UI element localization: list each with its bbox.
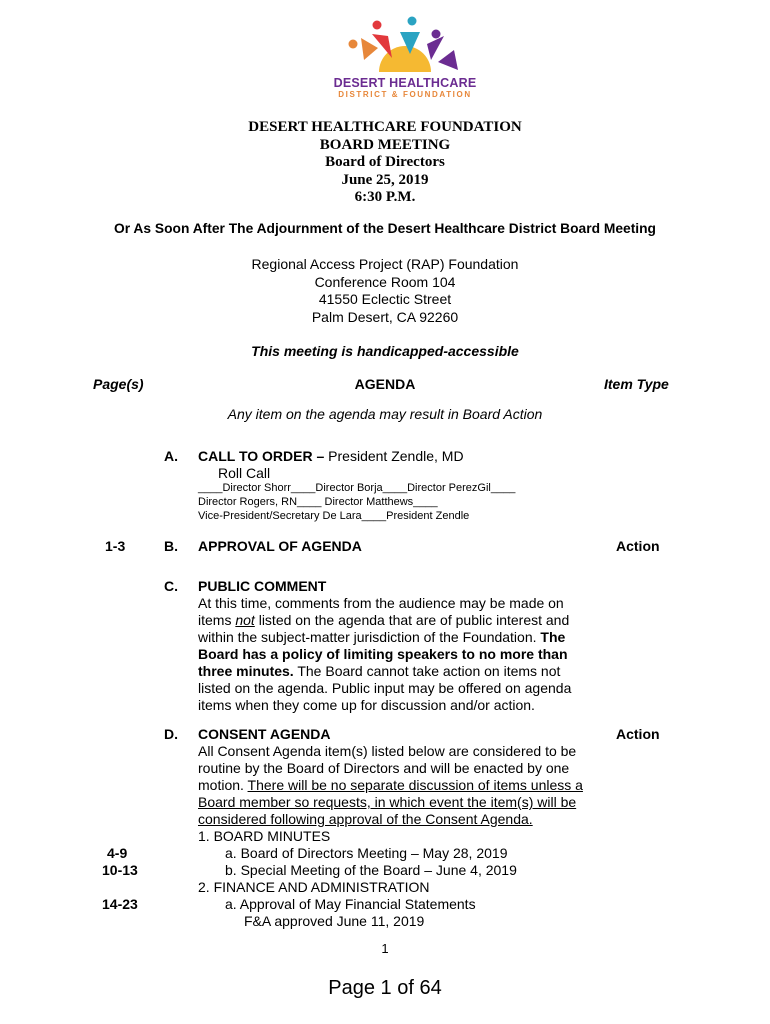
item-c-line-3: within the subject-matter jurisdiction of the Foundation. The [198, 629, 566, 645]
pages-column-heading: Page(s) [93, 376, 144, 392]
logo-name-line2: DISTRICT & FOUNDATION [338, 90, 472, 99]
organization-logo [330, 14, 480, 104]
item-b-title: APPROVAL OF AGENDA [198, 538, 362, 554]
roll-call-line-3: Vice-President/Secretary De Lara____President Zendle [198, 510, 470, 522]
item-d-letter: D. [164, 726, 178, 742]
header-meeting-type: BOARD MEETING [319, 136, 451, 153]
item-c-line-5: three minutes. The Board cannot take action on items not [198, 663, 561, 679]
minutes-june-4: b. Special Meeting of the Board – June 4, 2019 [225, 862, 517, 878]
pdf-page-label: Page 1 of 64 [328, 977, 442, 999]
item-a-presenter: President Zendle, MD [324, 448, 464, 464]
minutes-may-28-pages: 4-9 [107, 845, 128, 861]
item-d-line-1: All Consent Agenda item(s) listed below are considered to be [198, 743, 577, 759]
header-board: Board of Directors [325, 154, 445, 170]
item-b-type: Action [616, 538, 660, 554]
board-action-note: Any item on the agenda may result in Board Action [227, 406, 543, 422]
location-city: Palm Desert, CA 92260 [311, 308, 459, 325]
item-c-body [198, 578, 598, 714]
item-b-pages: 1-3 [105, 538, 126, 554]
roll-call-line-2: Director Rogers, RN____ Director Matthews____ [198, 496, 438, 508]
item-a-heading: CALL TO ORDER – [198, 448, 325, 464]
item-d-line-2: routine by the Board of Directors and will be enacted by one [198, 760, 570, 776]
item-a-title [198, 448, 464, 465]
item-d-title: CONSENT AGENDA [198, 726, 331, 742]
item-c-line-1: At this time, comments from the audience may be made on [198, 595, 564, 611]
meeting-location [0, 256, 770, 326]
location-venue: Regional Access Project (RAP) Foundation [251, 256, 519, 272]
item-a-letter: A. [164, 448, 178, 464]
item-c-line-2: items not listed on the agenda that are of public interest and [198, 612, 570, 628]
meeting-header [0, 119, 770, 207]
minutes-june-4-pages: 10-13 [102, 862, 138, 878]
item-c-title: PUBLIC COMMENT [198, 578, 327, 594]
item-c-line-4: Board has a policy of limiting speakers to no more than [198, 646, 568, 662]
item-b-letter: B. [164, 538, 178, 554]
financial-statements-note: F&A approved June 11, 2019 [244, 913, 425, 929]
roll-call-list [198, 481, 515, 523]
board-minutes-heading: 1. BOARD MINUTES [198, 828, 331, 844]
header-time: 6:30 P.M. [354, 189, 416, 205]
logo-name-line1: DESERT HEALTHCARE [333, 76, 477, 90]
item-type-column-heading: Item Type [604, 376, 669, 392]
item-d-line-3: motion. There will be no separate discussion of items unless a [198, 777, 583, 793]
minutes-may-28: a. Board of Directors Meeting – May 28, 2019 [225, 845, 508, 861]
item-d-body [198, 726, 598, 930]
item-c-letter: C. [164, 578, 178, 594]
finance-heading: 2. FINANCE AND ADMINISTRATION [198, 879, 430, 895]
roll-call-line-1: ____Director Shorr____Director Borja____Director PerezGil____ [198, 482, 516, 494]
roll-call: Roll Call [218, 465, 271, 481]
item-c-line-6: listed on the agenda. Public input may be offered on agenda [198, 680, 572, 696]
document-page-number: 1 [381, 941, 389, 956]
item-d-line-4: Board member so requests, in which event the item(s) will be [198, 794, 577, 810]
item-d-type: Action [616, 726, 660, 742]
item-d-line-5: considered following approval of the Consent Agenda. [198, 811, 533, 827]
location-street: 41550 Eclectic Street [318, 291, 452, 307]
logo-mark-icon [330, 14, 480, 76]
financial-statements-pages: 14-23 [102, 896, 138, 912]
location-room: Conference Room 104 [314, 273, 456, 290]
financial-statements-item: a. Approval of May Financial Statements [225, 896, 476, 912]
header-date: June 25, 2019 [341, 171, 429, 188]
header-organization: DESERT HEALTHCARE FOUNDATION [248, 119, 522, 135]
item-c-line-7: items when they come up for discussion and/or action. [198, 697, 535, 713]
agenda-column-heading: AGENDA [354, 376, 416, 392]
accessibility-note: This meeting is handicapped-accessible [251, 343, 519, 359]
adjournment-note: Or As Soon After The Adjournment of the Desert Healthcare District Board Meeting [114, 221, 656, 236]
